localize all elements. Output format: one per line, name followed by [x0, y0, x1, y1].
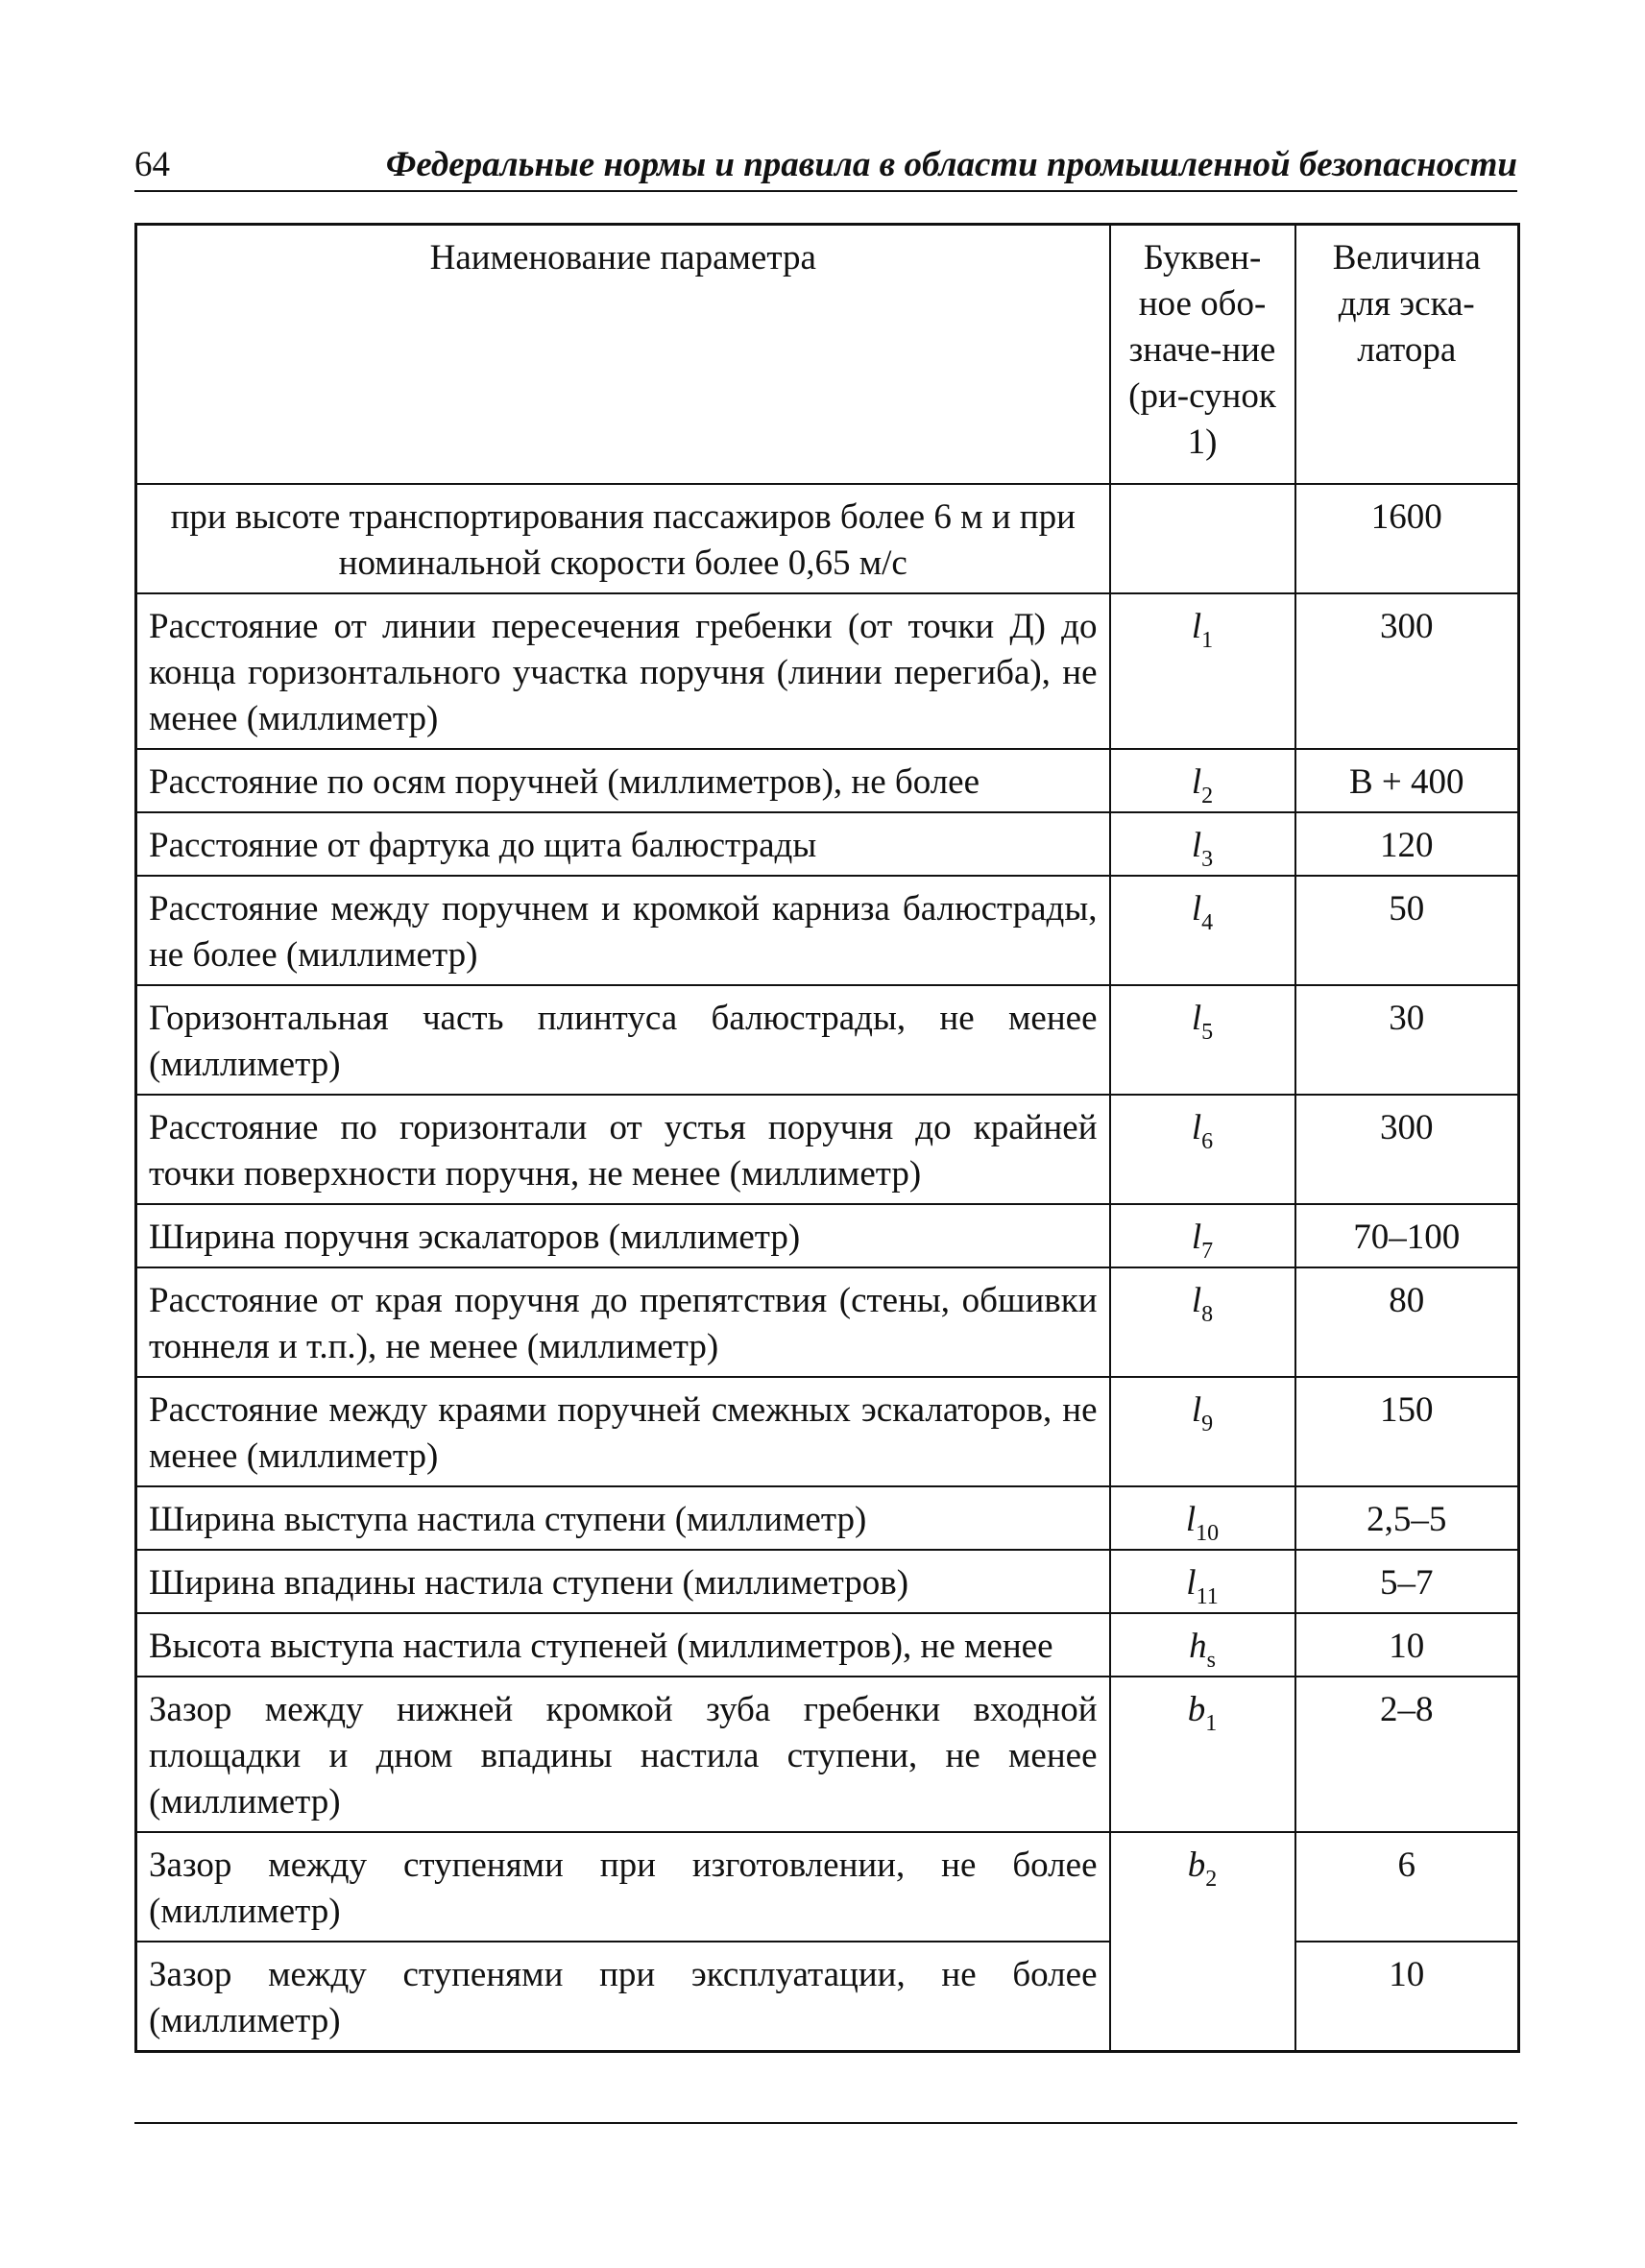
parameter-name: Горизонтальная часть плинтуса балюстрады, не менее (миллиметр): [136, 985, 1110, 1095]
parameter-value: B + 400: [1295, 749, 1519, 812]
symbol-letter: b: [1187, 1846, 1206, 1885]
table-row: [136, 749, 1519, 812]
parameter-name: Расстояние от края поручня до препятствия (стены, обшивки тоннеля и т.п.), не менее (миллиметр): [136, 1267, 1110, 1377]
table-row: [136, 876, 1519, 985]
symbol-letter: b: [1187, 1690, 1206, 1729]
table-row: [136, 1832, 1519, 1942]
parameter-value: 5–7: [1295, 1550, 1519, 1613]
symbol-letter: l: [1191, 999, 1202, 1038]
parameter-name: Ширина выступа настила ступени (миллиметр): [136, 1486, 1110, 1550]
parameter-value: 2–8: [1295, 1677, 1519, 1832]
symbol-subscript: 6: [1201, 1129, 1214, 1154]
parameter-symbol: [1110, 593, 1295, 749]
table-row: [136, 1204, 1519, 1267]
parameter-symbol: [1110, 1832, 1295, 2052]
parameter-value: 2,5–5: [1295, 1486, 1519, 1550]
parameter-value: 120: [1295, 812, 1519, 876]
parameters-table: [134, 223, 1520, 2053]
parameter-value: 80: [1295, 1267, 1519, 1377]
column-header-value: Величина для эска-латора: [1295, 225, 1519, 485]
table-row: [136, 812, 1519, 876]
parameter-symbol: [1110, 1677, 1295, 1832]
table-header-row: [136, 225, 1519, 485]
parameter-symbol: [1110, 1613, 1295, 1677]
parameter-name: Зазор между ступенями при изготовлении, не более (миллиметр): [136, 1832, 1110, 1942]
symbol-letter: h: [1189, 1627, 1207, 1666]
parameter-symbol: [1110, 1095, 1295, 1204]
parameter-value: 10: [1295, 1613, 1519, 1677]
table-row: [136, 593, 1519, 749]
parameter-name: Ширина поручня эскалаторов (миллиметр): [136, 1204, 1110, 1267]
parameter-name: Расстояние по осям поручней (миллиметров), не более: [136, 749, 1110, 812]
parameter-symbol: [1110, 985, 1295, 1095]
parameter-name: Ширина впадины настила ступени (миллиметров): [136, 1550, 1110, 1613]
parameter-value: 1600: [1295, 484, 1519, 593]
parameter-value: 10: [1295, 1942, 1519, 2052]
table-row: [136, 985, 1519, 1095]
parameter-name: Зазор между нижней кромкой зуба гребенки входной площадки и дном впадины настила ступени, не менее (миллиметр): [136, 1677, 1110, 1832]
parameter-symbol: [1110, 876, 1295, 985]
parameter-value: 300: [1295, 1095, 1519, 1204]
symbol-subscript: 1: [1205, 1711, 1218, 1736]
table-row: [136, 1267, 1519, 1377]
table-row: [136, 1550, 1519, 1613]
parameter-symbol: [1110, 1486, 1295, 1550]
parameter-symbol: [1110, 1204, 1295, 1267]
symbol-letter: l: [1191, 1390, 1202, 1430]
footer-divider: [134, 2122, 1517, 2124]
symbol-subscript: 10: [1196, 1521, 1220, 1546]
table-row: [136, 1095, 1519, 1204]
table-row: [136, 484, 1519, 593]
symbol-letter: l: [1191, 1218, 1202, 1257]
symbol-subscript: 11: [1196, 1584, 1219, 1609]
parameter-value: 6: [1295, 1832, 1519, 1942]
parameter-name: Зазор между ступенями при эксплуатации, не более (миллиметр): [136, 1942, 1110, 2052]
parameter-symbol: [1110, 749, 1295, 812]
symbol-letter: l: [1191, 1108, 1202, 1147]
table-row: [136, 1613, 1519, 1677]
parameter-value: 30: [1295, 985, 1519, 1095]
table-row: [136, 1942, 1519, 2052]
symbol-letter: l: [1191, 762, 1202, 802]
symbol-subscript: 2: [1205, 1867, 1218, 1892]
symbol-letter: l: [1185, 1500, 1197, 1539]
column-header-name: Наименование параметра: [136, 225, 1110, 485]
symbol-subscript: 7: [1201, 1239, 1214, 1264]
symbol-subscript: 2: [1201, 784, 1214, 808]
table-row: [136, 1377, 1519, 1486]
parameter-name: Расстояние по горизонтали от устья поручня до крайней точки поверхности поручня, не менее (миллиметр): [136, 1095, 1110, 1204]
symbol-subscript: 4: [1201, 910, 1214, 935]
symbol-subscript: 5: [1201, 1020, 1214, 1045]
parameter-name: Расстояние от линии пересечения гребенки (от точки Д) до конца горизонтального участка поручня (линии перегиба), не менее (миллиметр): [136, 593, 1110, 749]
page-header: [134, 144, 1517, 192]
parameter-value: 70–100: [1295, 1204, 1519, 1267]
parameter-symbol: [1110, 1377, 1295, 1486]
symbol-letter: l: [1191, 826, 1202, 865]
parameter-value: 50: [1295, 876, 1519, 985]
parameter-name: при высоте транспортирования пассажиров более 6 м и при номинальной скорости более 0,65 м/с: [136, 484, 1110, 593]
parameter-value: 300: [1295, 593, 1519, 749]
parameter-name: Расстояние между краями поручней смежных эскалаторов, не менее (миллиметр): [136, 1377, 1110, 1486]
symbol-subscript: s: [1206, 1648, 1216, 1673]
symbol-subscript: 1: [1201, 628, 1214, 653]
table-row: [136, 1677, 1519, 1832]
column-header-symbol: Буквен-ное обо-значе-ние (ри-сунок 1): [1110, 225, 1295, 485]
running-title: Федеральные нормы и правила в области промышленной безопасности: [385, 145, 1517, 184]
page-number: 64: [134, 145, 170, 184]
table-row: [136, 1486, 1519, 1550]
parameter-name: Расстояние между поручнем и кромкой карниза балюстрады, не более (миллиметр): [136, 876, 1110, 985]
parameter-name: Расстояние от фартука до щита балюстрады: [136, 812, 1110, 876]
parameter-symbol: [1110, 484, 1295, 593]
symbol-subscript: 8: [1201, 1302, 1214, 1327]
parameter-value: 150: [1295, 1377, 1519, 1486]
symbol-letter: l: [1186, 1563, 1197, 1603]
parameter-symbol: [1110, 1267, 1295, 1377]
symbol-subscript: 3: [1201, 847, 1214, 872]
symbol-letter: l: [1191, 1281, 1202, 1320]
parameter-name: Высота выступа настила ступеней (миллиметров), не менее: [136, 1613, 1110, 1677]
parameter-symbol: [1110, 1550, 1295, 1613]
symbol-letter: l: [1191, 607, 1202, 646]
symbol-letter: l: [1191, 889, 1202, 929]
parameter-symbol: [1110, 812, 1295, 876]
symbol-subscript: 9: [1201, 1411, 1214, 1436]
